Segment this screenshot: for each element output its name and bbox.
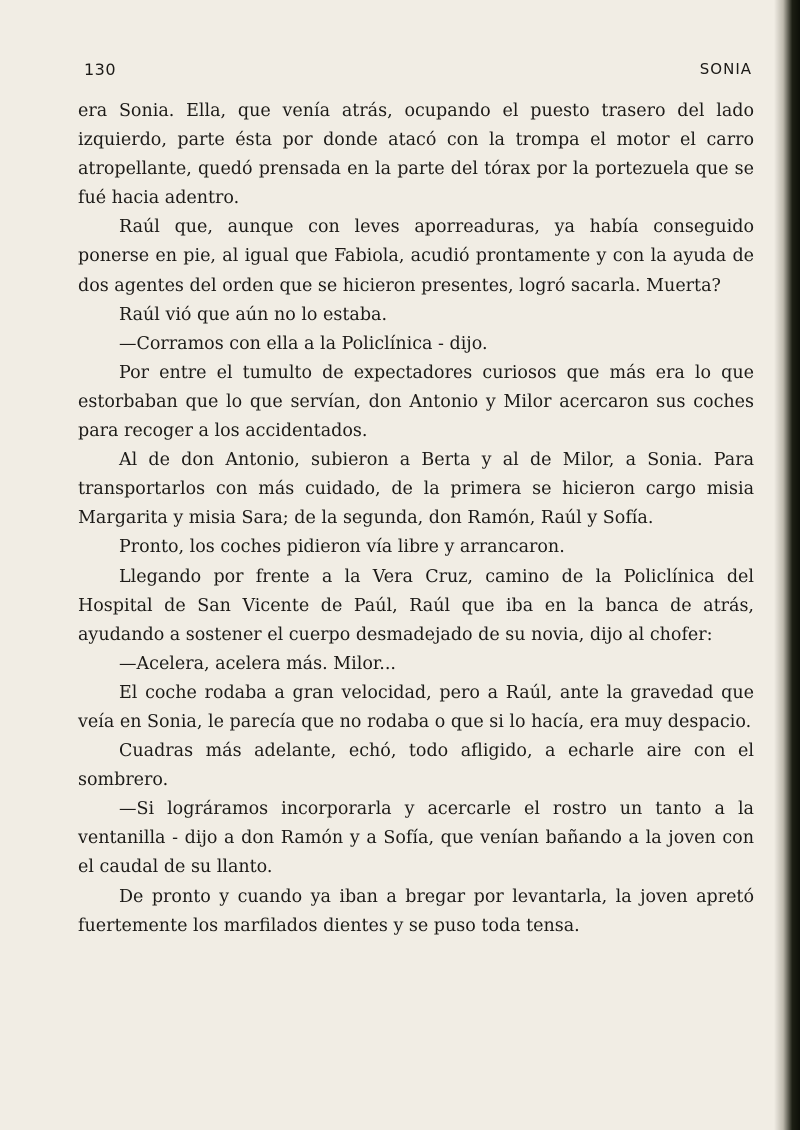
paragraph: Raúl que, aunque con leves aporreaduras, ya había conseguido ponerse en pie, al igual que Fabiola, acudió prontamente y con la ayuda de dos agentes del orden que se hicieron presentes, logró sacarla. Muerta? (78, 217, 754, 296)
paragraph: Raúl vió que aún no lo estaba. (119, 304, 388, 325)
paragraph: Pronto, los coches pidieron vía libre y arrancaron. (119, 537, 565, 558)
running-title: SONIA (699, 60, 752, 78)
paragraph: Por entre el tumulto de expectadores curiosos que más era lo que estorbaban que lo que servían, don Antonio y Milor acercaron sus coches para recoger a los accidentados. (78, 362, 754, 442)
paragraph: era Sonia. Ella, que venía atrás, ocupando el puesto trasero del lado izquierdo, parte ésta por donde atacó con la trompa el motor el carro atropellante, quedó prensada en la parte del tórax por la portezuela que se fué hacia adentro. (78, 101, 754, 209)
paragraph: El coche rodaba a gran velocidad, pero a Raúl, ante la gravedad que veía en Sonia, le parecía que no rodaba o que si lo hacía, era muy despacio. (78, 682, 754, 732)
page-number: 130 (84, 60, 117, 79)
paragraph: —Corramos con ella a la Policlínica - dijo. (119, 333, 488, 354)
paragraph: —Si lográramos incorporarla y acercarle el rostro un tanto a la ventanilla - dijo a don Ramón y a Sofía, que venían bañando a la joven con el caudal de su llanto. (78, 799, 754, 878)
paragraph: De pronto y cuando ya iban a bregar por levantarla, la joven apretó fuertemente los marfilados dientes y se puso toda tensa. (78, 886, 754, 936)
paragraph: Cuadras más adelante, echó, todo afligido, a echarle aire con el sombrero. (78, 741, 754, 791)
body-text (78, 97, 754, 941)
paragraph: Llegando por frente a la Vera Cruz, camino de la Policlínica del Hospital de San Vicente de Paúl, Raúl que iba en la banca de atrás, ayudando a sostener el cuerpo desmadejado de su novia, dijo al chofer: (78, 566, 754, 645)
page-edge-shadow (774, 0, 800, 1130)
paragraph: —Acelera, acelera más. Milor... (119, 653, 396, 674)
paragraph: Al de don Antonio, subieron a Berta y al de Milor, a Sonia. Para transportarlos con más cuidado, de la primera se hicieron cargo misia Margarita y misia Sara; de la segunda, don Ramón, Raúl y Sofía. (78, 450, 754, 529)
page-header (84, 60, 752, 84)
